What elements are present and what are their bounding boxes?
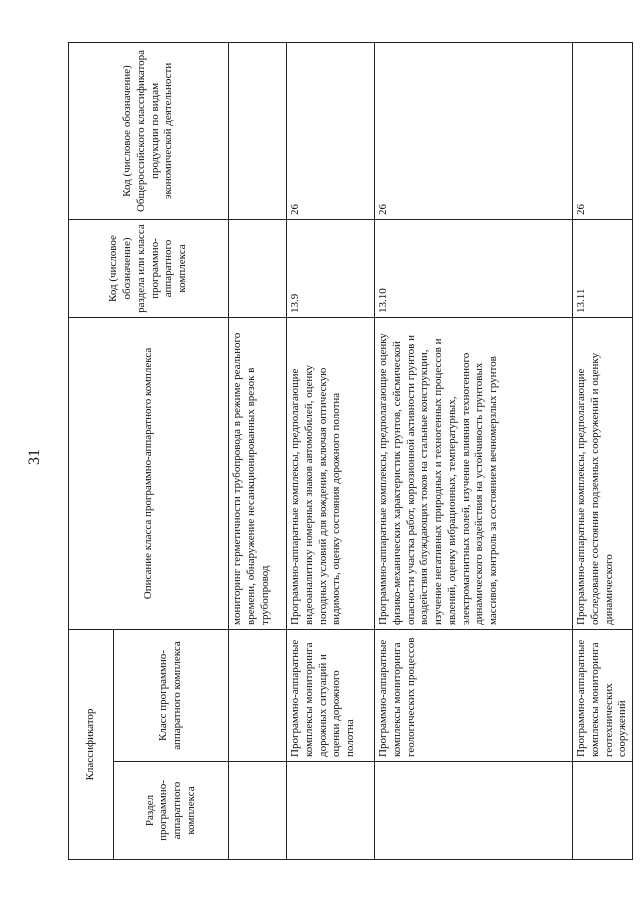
header-class: Класс программно-аппаратного комплекса (114, 630, 229, 762)
cell-okpd: 26 (573, 43, 633, 220)
cell-description: Программно-аппаратные комплексы, предполагающие обследование состояния подземных сооружений и оценку динамического (573, 318, 633, 630)
cell-description: мониторинг герметичности трубопровода в режиме реального времени, обнаружение несанкционированных врезок в трубопровод (229, 318, 287, 630)
cell-class: Программно-аппаратные комплексы мониторинга геотехнических сооружений (573, 630, 633, 762)
cell-class (229, 630, 287, 762)
cell-section (229, 762, 287, 860)
cell-description: Программно-аппаратные комплексы, предполагающие оценку физико-механических характеристик грунтов, сейсмической опасности участка работ, коррозионной активности грунтов и воздействия блуждающих токов на стальные конструкции, изучение негативных природных и техногенных процессов и явлений, оценку вибрационных, температурных, электромагнитных полей, изучение влияния техногенного динамического воздействия на устойчивость грунтовых массивов, контроль за состоянием вечномерзлых грунтов (375, 318, 573, 630)
cell-class: Программно-аппаратные комплексы мониторинга геологических процессов (375, 630, 573, 762)
table-row (229, 43, 287, 860)
cell-okpd: 26 (375, 43, 573, 220)
cell-okpd (229, 43, 287, 220)
cell-section (573, 762, 633, 860)
cell-code: 13.10 (375, 220, 573, 318)
cell-okpd: 26 (287, 43, 375, 220)
table-row (287, 43, 375, 860)
header-section: Раздел программно-аппаратного комплекса (114, 762, 229, 860)
cell-class: Программно-аппаратные комплексы мониторинга дорожных ситуаций и оценки дорожного полотна (287, 630, 375, 762)
header-description: Описание класса программно-аппаратного комплекса (69, 318, 229, 630)
cell-description: Программно-аппаратные комплексы, предполагающие видеоаналитику номерных знаков автомобилей, оценку погодных условий для вождения, включая оптическую видимость, оценку состояния дорожного полотна (287, 318, 375, 630)
header-classifier: Классификатор (69, 630, 114, 860)
cell-code (229, 220, 287, 318)
classifier-table (68, 42, 633, 860)
table-row (573, 43, 633, 860)
cell-code: 13.9 (287, 220, 375, 318)
header-code-section: Код (числовое обозначение) раздела или класса программно-аппаратного комплекса (69, 220, 229, 318)
cell-code: 13.11 (573, 220, 633, 318)
page-number: 31 (26, 449, 43, 465)
header-code-okpd: Код (числовое обозначение) Общероссийского классификатора продукции по видам экономической деятельности (69, 43, 229, 220)
header-row-1 (69, 43, 114, 860)
table-row (375, 43, 573, 860)
cell-section (375, 762, 573, 860)
cell-section (287, 762, 375, 860)
